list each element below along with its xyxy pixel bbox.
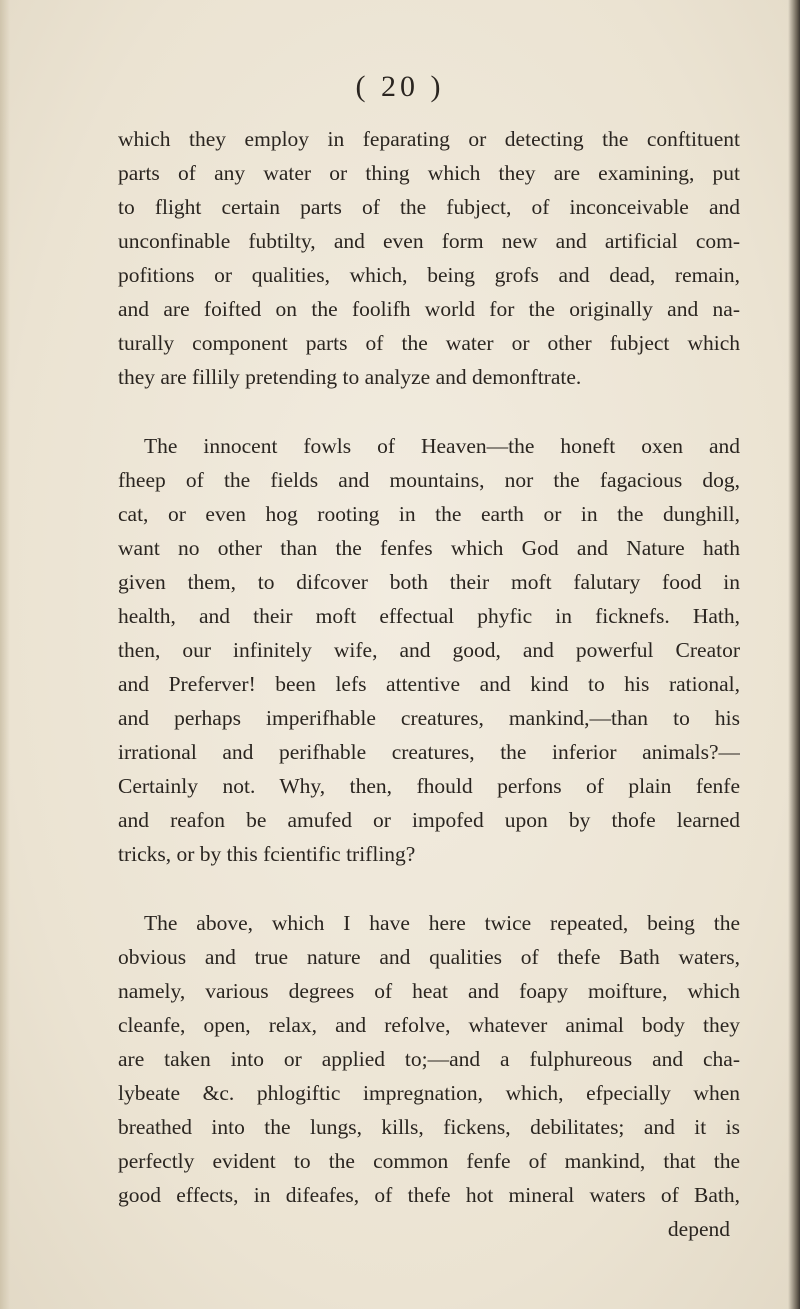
- text-line: breathed into the lungs, kills, fickens, debilitates; and it is: [118, 1115, 740, 1139]
- text-line: The above, which I have here twice repeated, being the: [144, 911, 740, 935]
- paragraph-3: [118, 906, 740, 1212]
- text-line: cat, or even hog rooting in the earth or in the dunghill,: [118, 502, 740, 526]
- paragraph-2: [118, 429, 740, 871]
- text-line: Certainly not. Why, then, fhould perfons of plain fenfe: [118, 774, 740, 798]
- page-right-edge-shadow: [788, 0, 800, 1309]
- text-line: tricks, or by this fcientific trifling?: [118, 842, 416, 866]
- text-line: fheep of the fields and mountains, nor the fagacious dog,: [118, 468, 740, 492]
- text-line: health, and their moft effectual phyfic in ficknefs. Hath,: [118, 604, 740, 628]
- text-line: they are fillily pretending to analyze and demonftrate.: [118, 365, 582, 389]
- text-line: good effects, in difeafes, of thefe hot mineral waters of Bath,: [118, 1183, 740, 1207]
- text-line: lybeate &c. phlogiftic impregnation, which, efpecially when: [118, 1081, 740, 1105]
- text-line: which they employ in feparating or detecting the conftituent: [118, 127, 740, 151]
- body-text: [118, 122, 740, 1246]
- text-line: turally component parts of the water or other fubject which: [118, 331, 740, 355]
- text-line: then, our infinitely wife, and good, and powerful Creator: [118, 638, 740, 662]
- text-line: perfectly evident to the common fenfe of mankind, that the: [118, 1149, 740, 1173]
- text-line: cleanfe, open, relax, and refolve, whatever animal body they: [118, 1013, 740, 1037]
- paragraph-spacer: [118, 871, 740, 906]
- text-line: namely, various degrees of heat and foapy moifture, which: [118, 979, 740, 1003]
- text-line: The innocent fowls of Heaven—the honeft oxen and: [144, 434, 740, 458]
- text-line: obvious and true nature and qualities of thefe Bath waters,: [118, 945, 740, 969]
- text-line: are taken into or applied to;—and a fulphureous and cha-: [118, 1047, 740, 1071]
- text-line: and Preferver! been lefs attentive and kind to his rational,: [118, 672, 740, 696]
- text-line: irrational and perifhable creatures, the inferior animals?—: [118, 740, 740, 764]
- text-line: parts of any water or thing which they are examining, put: [118, 161, 740, 185]
- text-line: want no other than the fenfes which God and Nature hath: [118, 536, 740, 560]
- text-line: pofitions or qualities, which, being grofs and dead, remain,: [118, 263, 740, 287]
- text-line: and perhaps imperifhable creatures, mankind,—than to his: [118, 706, 740, 730]
- text-line: given them, to difcover both their moft falutary food in: [118, 570, 740, 594]
- page-number: ( 20 ): [355, 70, 445, 103]
- page-left-edge-shadow: [0, 0, 10, 1309]
- paragraph-1: [118, 122, 740, 394]
- text-line: to flight certain parts of the fubject, of inconceivable and: [118, 195, 740, 219]
- paragraph-spacer: [118, 394, 740, 429]
- text-line: and reafon be amufed or impofed upon by thofe learned: [118, 808, 740, 832]
- text-line: unconfinable fubtilty, and even form new and artificial com-: [118, 229, 740, 253]
- catchword: depend: [667, 1217, 730, 1241]
- text-line: and are foifted on the foolifh world for the originally and na-: [118, 297, 740, 321]
